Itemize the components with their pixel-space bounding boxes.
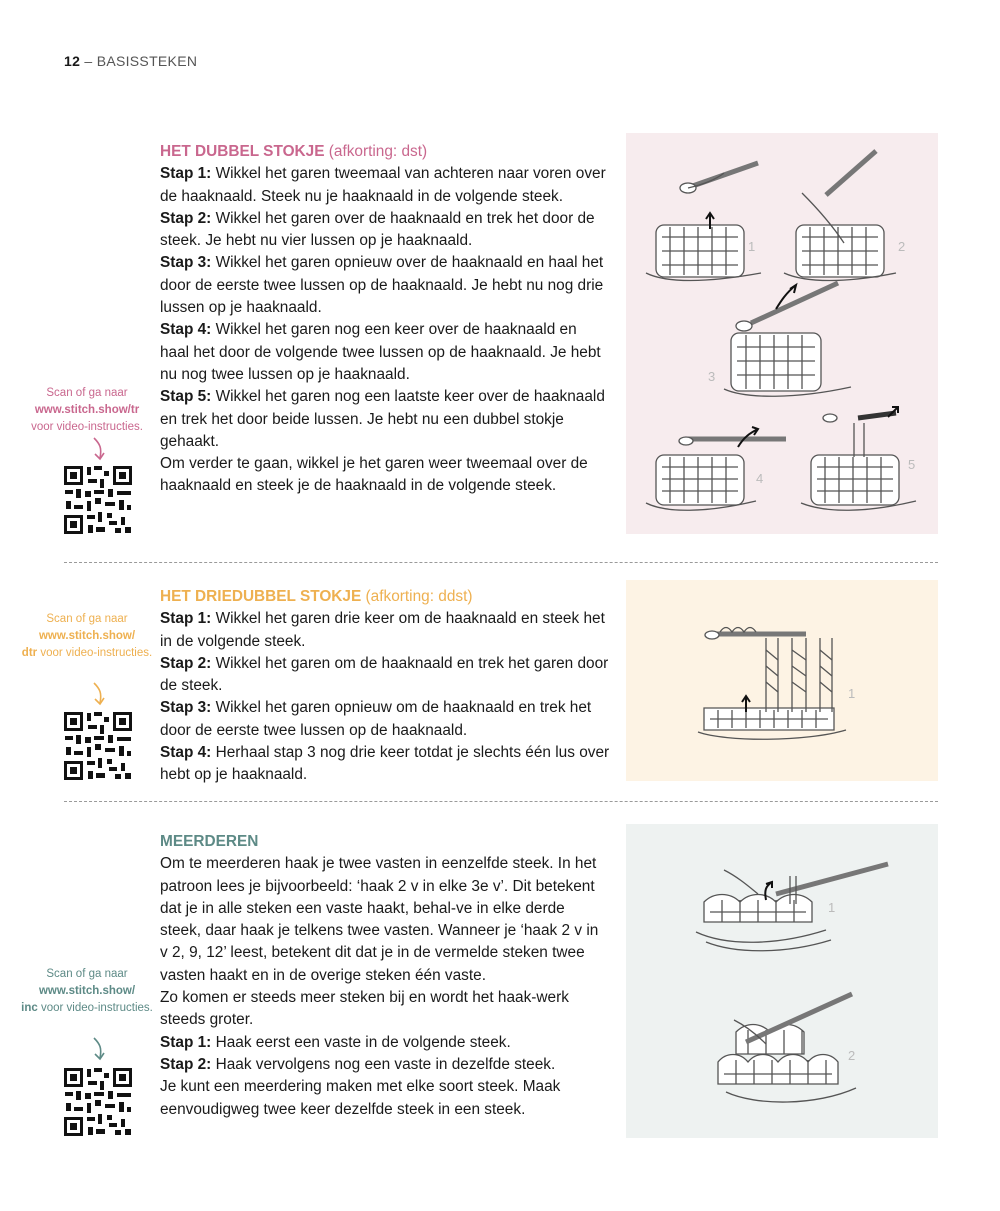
video-instructions-label: voor video-instructies. [31,421,143,433]
section-heading [160,831,610,853]
step-label: Stap 2: [160,209,212,227]
figure-number: 4 [756,471,764,486]
step-text: Wikkel het garen opnieuw over de haaknaald en haal het door de eerste twee lussen op de haaknaald. Je hebt nu nog drie lussen op je haaknaald. [160,254,604,317]
step-label: Stap 2: [160,654,212,672]
chapter-title: BASISSTEKEN [96,53,198,69]
section-meerderen [160,831,610,1121]
step-label: Stap 1: [160,610,212,628]
section-title: HET DUBBEL STOKJE [160,143,325,160]
step-paragraph [160,252,610,319]
step-text: Wikkel het garen opnieuw om de haaknaald en trek het door de eerste twee lussen op de haaknaald. [160,699,592,739]
section-dubbel-stokje [160,141,610,498]
outro-paragraph: Je kunt een meerdering maken met elke soort steek. Maak eenvoudigweg twee keer dezelfde steek in een steek. [160,1078,561,1118]
section-driedubbel-stokje [160,586,610,787]
section-title: MEERDEREN [160,833,259,850]
video-url-suffix[interactable]: dtr [21,647,38,659]
figure-number: 1 [848,686,856,701]
step-text: Wikkel het garen om de haaknaald en trek het garen door de steek. [160,654,609,695]
step-text: Herhaal stap 3 nog drie keer totdat je slechts één lus over hebt op je haaknaald. [160,744,610,784]
video-url[interactable]: www.stitch.show/ [38,630,136,642]
step-paragraph [160,208,610,253]
figure-number: 5 [908,457,916,472]
video-url[interactable]: www.stitch.show/tr [34,404,140,416]
video-url[interactable]: www.stitch.show/ [38,985,136,997]
step-text: Wikkel het garen over de haaknaald en trek het door de steek. Je hebt nu vier lussen op je haaknaald. [160,209,595,250]
step-text: Wikkel het garen tweemaal van achteren naar voren over de haaknaald. Steek nu je haaknaald in de volgende steek. [160,165,606,205]
video-url-suffix[interactable]: inc [21,1002,38,1014]
section-abbreviation: (afkorting: dst) [328,143,428,160]
step-label: Stap 3: [160,699,212,717]
illustration-dubbel-stokje [626,133,938,534]
page-header [64,53,197,69]
qr-code-icon[interactable] [63,465,133,535]
intro-paragraph: Om te meerderen haak je twee vasten in eenzelfde steek. In het patroon lees je bijvoorbeeld: ‘haak 2 v in elke 3e v’. Dit betekent dat je in alle steken een vaste haakt, behal-ve in elke derde steek, daar haak je telkens twee vasten. Wanneer je ‘haak 2 v in v 2, 9, 12’ leest, betekent dit dat je in de vermelde steken twee vasten haakt en in de overige steken één vaste. [160,855,599,984]
qr-code-icon[interactable] [63,711,133,781]
step-label: Stap 1: [160,1033,212,1051]
intro-paragraph: Zo komen er steeds meer steken bij en wordt het haak-werk steeds groter. [160,989,569,1029]
arrow-down-icon [88,436,112,462]
step-text: Haak eerst een vaste in de volgende steek. [215,1033,511,1051]
figure-number: 2 [848,1048,856,1063]
illustration-driedubbel-stokje [626,580,938,781]
section-title: HET DRIEDUBBEL STOKJE [160,588,362,605]
section-divider [64,801,938,802]
scan-label: Scan of ga naar [46,613,128,625]
scan-label: Scan of ga naar [46,968,128,980]
step-text: Wikkel het garen nog een laatste keer over de haaknaald en trek het door beide lussen. Je hebt nu een dubbel stokje gehaakt. [160,388,605,450]
step-text: Haak vervolgens nog een vaste in dezelfde steek. [215,1055,556,1073]
step-label: Stap 4: [160,744,212,762]
section-divider [64,562,938,563]
step-label: Stap 1: [160,165,212,183]
step-label: Stap 4: [160,321,212,339]
step-text: Wikkel het garen nog een keer over de haaknaald en haal het door de volgende twee lussen op de haaknaald. Je hebt nu nog twee lussen op je haaknaald. [160,321,601,383]
scan-label: Scan of ga naar [46,387,128,399]
qr-code-icon[interactable] [63,1067,133,1137]
figure-number: 3 [708,369,716,384]
video-instructions-label: voor video-instructies. [40,647,153,659]
step-paragraph [160,386,610,453]
step-paragraph [160,319,610,386]
step-paragraph [160,1032,610,1054]
step-paragraph [160,1054,610,1076]
step-paragraph [160,608,610,653]
video-instructions-label: voor video-instructies. [40,1002,153,1014]
arrow-down-icon [88,681,112,707]
header-separator: – [84,53,93,69]
arrow-down-icon [88,1036,112,1062]
step-label: Stap 5: [160,388,212,406]
video-link-note [20,611,154,662]
step-label: Stap 2: [160,1055,212,1073]
step-text: Wikkel het garen drie keer om de haaknaald en steek het in de volgende steek. [160,610,605,650]
figure-number: 1 [828,900,836,915]
outro-paragraph: Om verder te gaan, wikkel je het garen weer tweemaal over de haaknaald en steek je de haaknaald in de volgende steek. [160,455,588,495]
section-heading [160,141,610,163]
illustration-meerderen [626,824,938,1138]
figure-number: 1 [748,239,756,254]
step-paragraph [160,653,610,698]
step-label: Stap 3: [160,254,212,272]
figure-number: 2 [898,239,906,254]
video-link-note [20,385,154,436]
video-link-note [20,966,154,1017]
page-number: 12 [64,53,81,69]
step-paragraph [160,742,610,787]
step-paragraph [160,163,610,208]
section-abbreviation: (afkorting: ddst) [365,588,473,605]
step-paragraph [160,697,610,742]
section-heading [160,586,610,608]
